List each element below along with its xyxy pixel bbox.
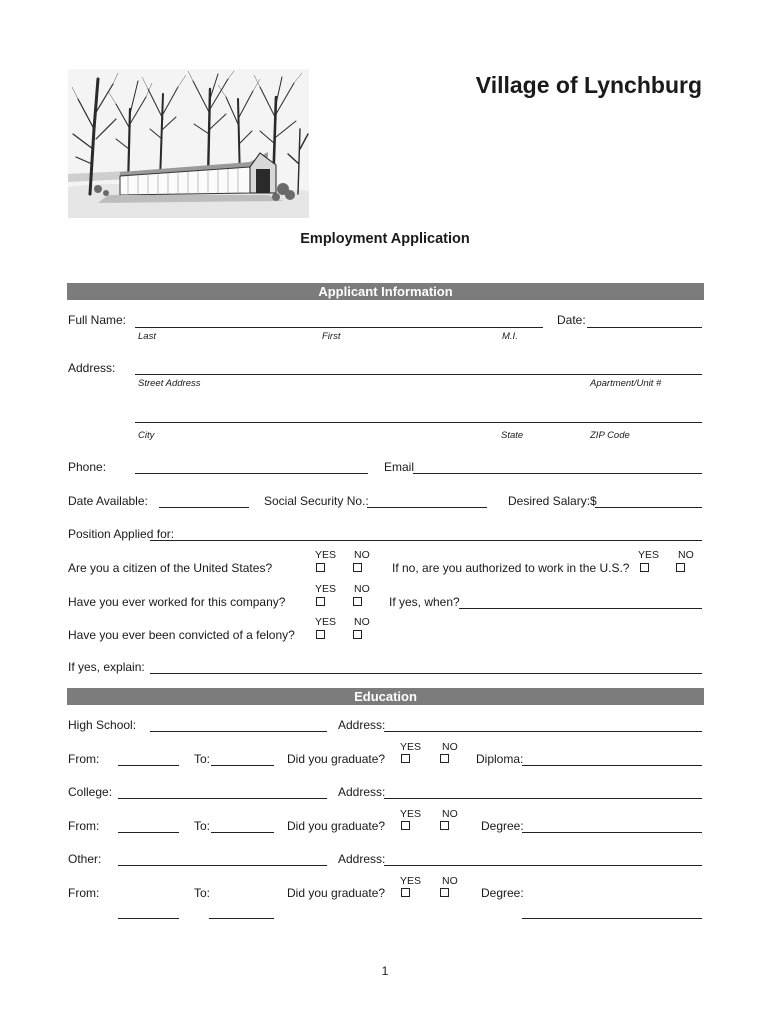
ssn-field[interactable] — [367, 507, 487, 508]
other-degree-field[interactable] — [522, 918, 702, 919]
hs-graduate-yes-checkbox[interactable] — [401, 754, 410, 763]
other-to-field[interactable] — [209, 918, 274, 919]
college-from-field[interactable] — [118, 832, 179, 833]
college-from-label: From: — [68, 819, 100, 833]
college-graduate-no-label: NO — [442, 808, 458, 820]
worked-no-checkbox[interactable] — [353, 597, 362, 606]
apartment-sublabel: Apartment/Unit # — [590, 378, 662, 389]
worked-no-label: NO — [354, 583, 370, 595]
phone-field[interactable] — [135, 473, 368, 474]
high-school-label: High School: — [68, 718, 137, 732]
diploma-field[interactable] — [522, 765, 702, 766]
phone-label: Phone: — [68, 460, 107, 474]
college-address-label: Address: — [338, 785, 386, 799]
mi-sublabel: M.I. — [502, 331, 518, 342]
other-degree-label: Degree: — [481, 886, 524, 900]
authorized-yes-checkbox[interactable] — [640, 563, 649, 572]
authorized-no-checkbox[interactable] — [676, 563, 685, 572]
hs-to-field[interactable] — [211, 765, 274, 766]
worked-yes-checkbox[interactable] — [316, 597, 325, 606]
felony-yes-label: YES — [315, 616, 337, 628]
high-school-address-field[interactable] — [384, 731, 702, 732]
other-graduate-no-label: NO — [442, 875, 458, 887]
college-graduate-yes-label: YES — [400, 808, 422, 820]
felony-no-checkbox[interactable] — [353, 630, 362, 639]
other-graduate-no-checkbox[interactable] — [440, 888, 449, 897]
form-title: Employment Application — [300, 231, 470, 247]
other-graduate-question: Did you graduate? — [287, 886, 386, 900]
college-label: College: — [68, 785, 113, 799]
date-available-field[interactable] — [159, 507, 249, 508]
other-graduate-yes-label: YES — [400, 875, 422, 887]
page-number: 1 — [381, 964, 389, 978]
citizen-yes-checkbox[interactable] — [316, 563, 325, 572]
hs-graduate-yes-label: YES — [400, 741, 422, 753]
other-from-label: From: — [68, 886, 100, 900]
college-address-field[interactable] — [384, 798, 702, 799]
email-field[interactable] — [413, 473, 702, 474]
diploma-label: Diploma: — [476, 752, 524, 766]
other-from-field[interactable] — [118, 918, 179, 919]
college-to-label: To: — [194, 819, 211, 833]
felony-question: Have you ever been convicted of a felony? — [68, 628, 295, 642]
covered-bridge-illustration — [68, 69, 309, 218]
felony-yes-checkbox[interactable] — [316, 630, 325, 639]
street-address-sublabel: Street Address — [138, 378, 201, 389]
hs-from-field[interactable] — [118, 765, 179, 766]
explain-field[interactable] — [150, 673, 702, 674]
worked-question: Have you ever worked for this company? — [68, 595, 286, 609]
when-label: If yes, when? — [389, 595, 460, 609]
ssn-label: Social Security No.: — [264, 494, 369, 508]
hs-from-label: From: — [68, 752, 100, 766]
authorized-no-label: NO — [678, 549, 694, 561]
citizen-question: Are you a citizen of the United States? — [68, 561, 273, 575]
college-to-field[interactable] — [211, 832, 274, 833]
other-address-field[interactable] — [384, 865, 702, 866]
citizen-yes-label: YES — [315, 549, 337, 561]
authorized-yes-label: YES — [638, 549, 660, 561]
full-name-label: Full Name: — [68, 313, 127, 327]
date-available-label: Date Available: — [68, 494, 148, 508]
first-sublabel: First — [322, 331, 341, 342]
college-degree-label: Degree: — [481, 819, 524, 833]
high-school-address-label: Address: — [338, 718, 386, 732]
worked-yes-label: YES — [315, 583, 337, 595]
desired-salary-field[interactable] — [595, 507, 702, 508]
position-field[interactable] — [150, 540, 702, 541]
date-label: Date: — [557, 313, 586, 327]
felony-no-label: NO — [354, 616, 370, 628]
hs-to-label: To: — [194, 752, 211, 766]
authorized-question: If no, are you authorized to work in the U.S.? — [392, 561, 630, 575]
last-sublabel: Last — [138, 331, 156, 342]
full-name-field[interactable] — [135, 327, 543, 328]
other-field[interactable] — [118, 865, 327, 866]
citizen-no-checkbox[interactable] — [353, 563, 362, 572]
email-label: Email — [384, 460, 415, 474]
street-address-field[interactable] — [135, 374, 702, 375]
high-school-field[interactable] — [150, 731, 327, 732]
hs-graduate-no-checkbox[interactable] — [440, 754, 449, 763]
state-sublabel: State — [501, 430, 524, 441]
college-graduate-yes-checkbox[interactable] — [401, 821, 410, 830]
city-sublabel: City — [138, 430, 155, 441]
when-field[interactable] — [459, 608, 702, 609]
hs-graduate-no-label: NO — [442, 741, 458, 753]
other-graduate-yes-checkbox[interactable] — [401, 888, 410, 897]
address-label: Address: — [68, 361, 116, 375]
city-state-zip-field[interactable] — [135, 422, 702, 423]
position-label: Position Applied for: — [68, 527, 175, 541]
date-field[interactable] — [587, 327, 702, 328]
other-label: Other: — [68, 852, 102, 866]
section-education: Education — [67, 688, 704, 705]
other-address-label: Address: — [338, 852, 386, 866]
college-field[interactable] — [118, 798, 327, 799]
citizen-no-label: NO — [354, 549, 370, 561]
other-to-label: To: — [194, 886, 211, 900]
college-degree-field[interactable] — [522, 832, 702, 833]
college-graduate-no-checkbox[interactable] — [440, 821, 449, 830]
hs-graduate-question: Did you graduate? — [287, 752, 386, 766]
zip-sublabel: ZIP Code — [590, 430, 630, 441]
section-applicant-information: Applicant Information — [67, 283, 704, 300]
village-name: Village of Lynchburg — [475, 72, 702, 98]
college-graduate-question: Did you graduate? — [287, 819, 386, 833]
explain-label: If yes, explain: — [68, 660, 145, 674]
desired-salary-label: Desired Salary:$ — [508, 494, 597, 508]
